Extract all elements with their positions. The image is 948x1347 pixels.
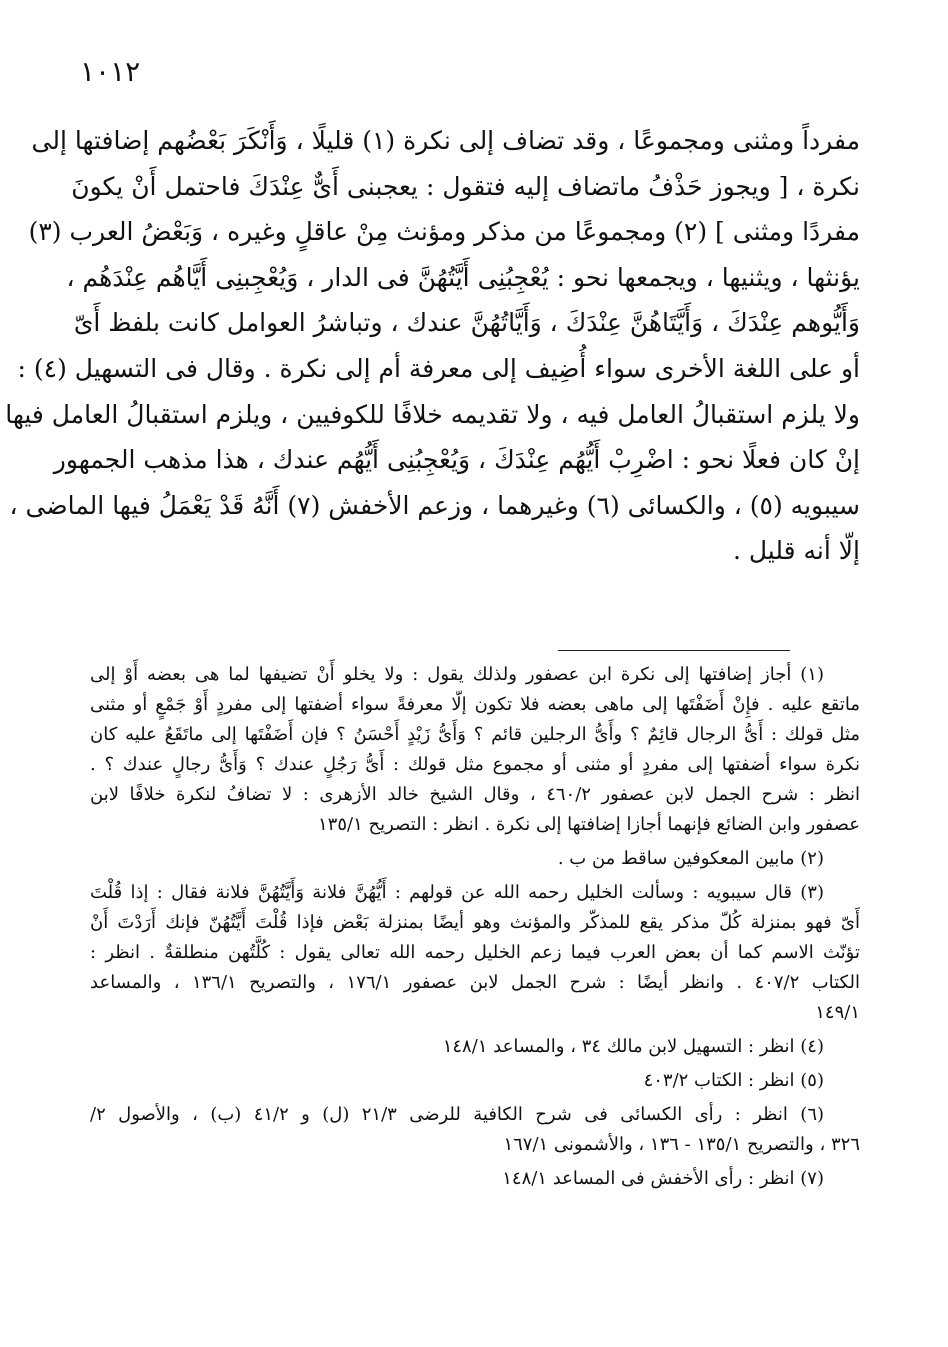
- footnote-line: (٣) قال سيبويه : وسألت الخليل رحمه الله عن قولهم : أَيُّهُنَّ فلانة وَأَيَّتُهُنَّ فلانة فقال : إذا قُلْتَ: [90, 882, 824, 903]
- footnote-line: (٤) انظر : التسهيل لابن مالك ٣٤ ، والمساعد ١٤٨/١: [442, 1036, 824, 1057]
- main-line: إنْ كان فعلًا نحو : اضْرِبْ أَيُّهُم عِنْدَكَ ، وَيُعْجِبُنِى أَيُّهُم عندك ، هذا مذهب الجمهور: [53, 445, 860, 475]
- main-line: نكرة ، [ ويجوز حَذْفُ ماتضاف إليه فتقول : يعجبنى أَىٌّ عِنْدَكَ فاحتمل أَنْ يكونَ: [71, 171, 860, 201]
- footnote-line: عصفور وابن الضائع فإنهما أجازا إضافتها إلى نكرة . انظر : التصريح ١٣٥/١: [318, 814, 860, 835]
- footnote-line: (٧) انظر : رأى الأخفش فى المساعد ١٤٨/١: [502, 1168, 824, 1189]
- footnote-5: [90, 1066, 860, 1096]
- main-line: أو على اللغة الأخرى سواء أُضِيف إلى معرفة أم إلى نكرة . وقال فى التسهيل (٤) :: [17, 353, 860, 383]
- footnote-line: نكرة سواء أضفتها إلى مفردٍ أو مثنى أو مجموع مثل قولك : أَىُّ رَجُلٍ عندك ؟ وَأَىُّ رجالٍ عندك ؟ .: [90, 754, 860, 775]
- main-line: مفرداً ومثنى ومجموعًا ، وقد تضاف إلى نكرة (١) قليلًا ، وَأَنْكَرَ بَعْضُهم إضافتها إلى: [31, 126, 860, 155]
- footnote-6: [90, 1100, 860, 1160]
- main-line: ولا يلزم استقبالُ العامل فيه ، ولا تقديمه خلافًا للكوفيين ، ويلزم استقبالُ العامل فيها: [5, 399, 860, 429]
- footnote-line: (٥) انظر : الكتاب ٤٠٣/٢: [643, 1070, 824, 1091]
- main-text: [5, 118, 860, 574]
- footnote-separator: [558, 650, 790, 651]
- footnote-line: (٢) مابين المعكوفين ساقط من ب .: [557, 848, 824, 869]
- footnote-line: الكتاب ٤٠٧/٢ . وانظر أيضًا : شرح الجمل لابن عصفور ١٧٦/١ ، والتصريح ١٣٦/١ ، والمساعد: [90, 972, 860, 993]
- footnote-4: [90, 1032, 860, 1062]
- main-line: وَأَيُّوهم عِنْدَكَ ، وَأَيَّتَاهُنَّ عِنْدَكَ ، وَأَيَّاتُهُنَّ عندك ، وتباشرُ العوامل كانت بلفظ أَىّ: [73, 308, 860, 338]
- footnote-line: (١) أجاز إضافتها إلى نكرة ابن عصفور ولذلك يقول : ولا يخلو أَنْ تضيفها لما هى بعضه أَوْ إلى: [90, 664, 824, 685]
- footnote-3: [90, 878, 860, 1028]
- main-line: سيبويه (٥) ، والكسائى (٦) وغيرهما ، وزعم الأخفش (٧) أَنَّهُ قَدْ يَعْمَلُ فيها الماضى ،: [9, 490, 860, 520]
- footnote-line: انظر : شرح الجمل لابن عصفور ٤٦٠/٢ ، وقال الشيخ خالد الأزهرى : لا تضافُ لنكرة خلافًا لابن: [90, 784, 860, 805]
- footnote-line: أَىّ فهو بمنزلة كُلّ مذكر يقع للمذكّر والمؤنث وهو أيضًا بمنزلة بَعْض فإذا قُلْتَ أَيَّتُهُنّ فإنك أَرَدْتَ أَنْ: [90, 912, 860, 933]
- footnote-2: [90, 844, 860, 874]
- footnotes: [90, 660, 860, 1198]
- footnote-line: ١٤٩/١: [815, 1002, 860, 1023]
- footnote-1: [90, 660, 860, 840]
- footnote-line: (٦) انظر : رأى الكسائى فى شرح الكافية للرضى ٢١/٣ (ل) و ٤١/٢ (ب) ، والأصول ٢/: [90, 1104, 825, 1125]
- footnote-line: ٣٢٦ ، والتصريح ١٣٥/١ - ١٣٦ ، والأشمونى ١٦٧/١: [503, 1134, 860, 1155]
- page-number: ١٠١٢: [80, 55, 141, 88]
- main-line: مفردًا ومثنى ] (٢) ومجموعًا من مذكر ومؤنث مِنْ عاقلٍ وغيره ، وَبَعْضُ العرب (٣): [28, 217, 860, 247]
- main-line: يؤنثها ، ويثنيها ، ويجمعها نحو : يُعْجِبُنِى أَيَّتُهُنَّ فى الدار ، وَيُعْجِبنِى أَيَّاهُم عِنْدَهُم ،: [66, 262, 860, 292]
- footnote-line: تؤنّث الاسم كما أن بعض العرب فيما زعم الخليل رحمه الله تعالى يقول : كُلَّتُهن منطلقةٌ . انظر :: [90, 942, 860, 963]
- footnote-line: مثل قولك : أَىُّ الرجال قائِمٌ ؟ وأَىُّ الرجلين قائم ؟ وَأَىُّ زَيْدٍ أَحْسَنُ ؟ فإن أَضَفْتَها إلى ماتَقَعُ عليه كان: [90, 724, 860, 745]
- main-line: إلّا أنه قليل .: [732, 536, 860, 566]
- footnote-line: ماتقع عليه . فإِنْ أَضَفْتَها إلى ماهى بعضه فلا تكون إلّا معرفةً سواء أضفتها إلى مفردٍ أَوْ جَمْعٍ أو مثنى: [90, 694, 860, 715]
- footnote-7: [90, 1164, 860, 1194]
